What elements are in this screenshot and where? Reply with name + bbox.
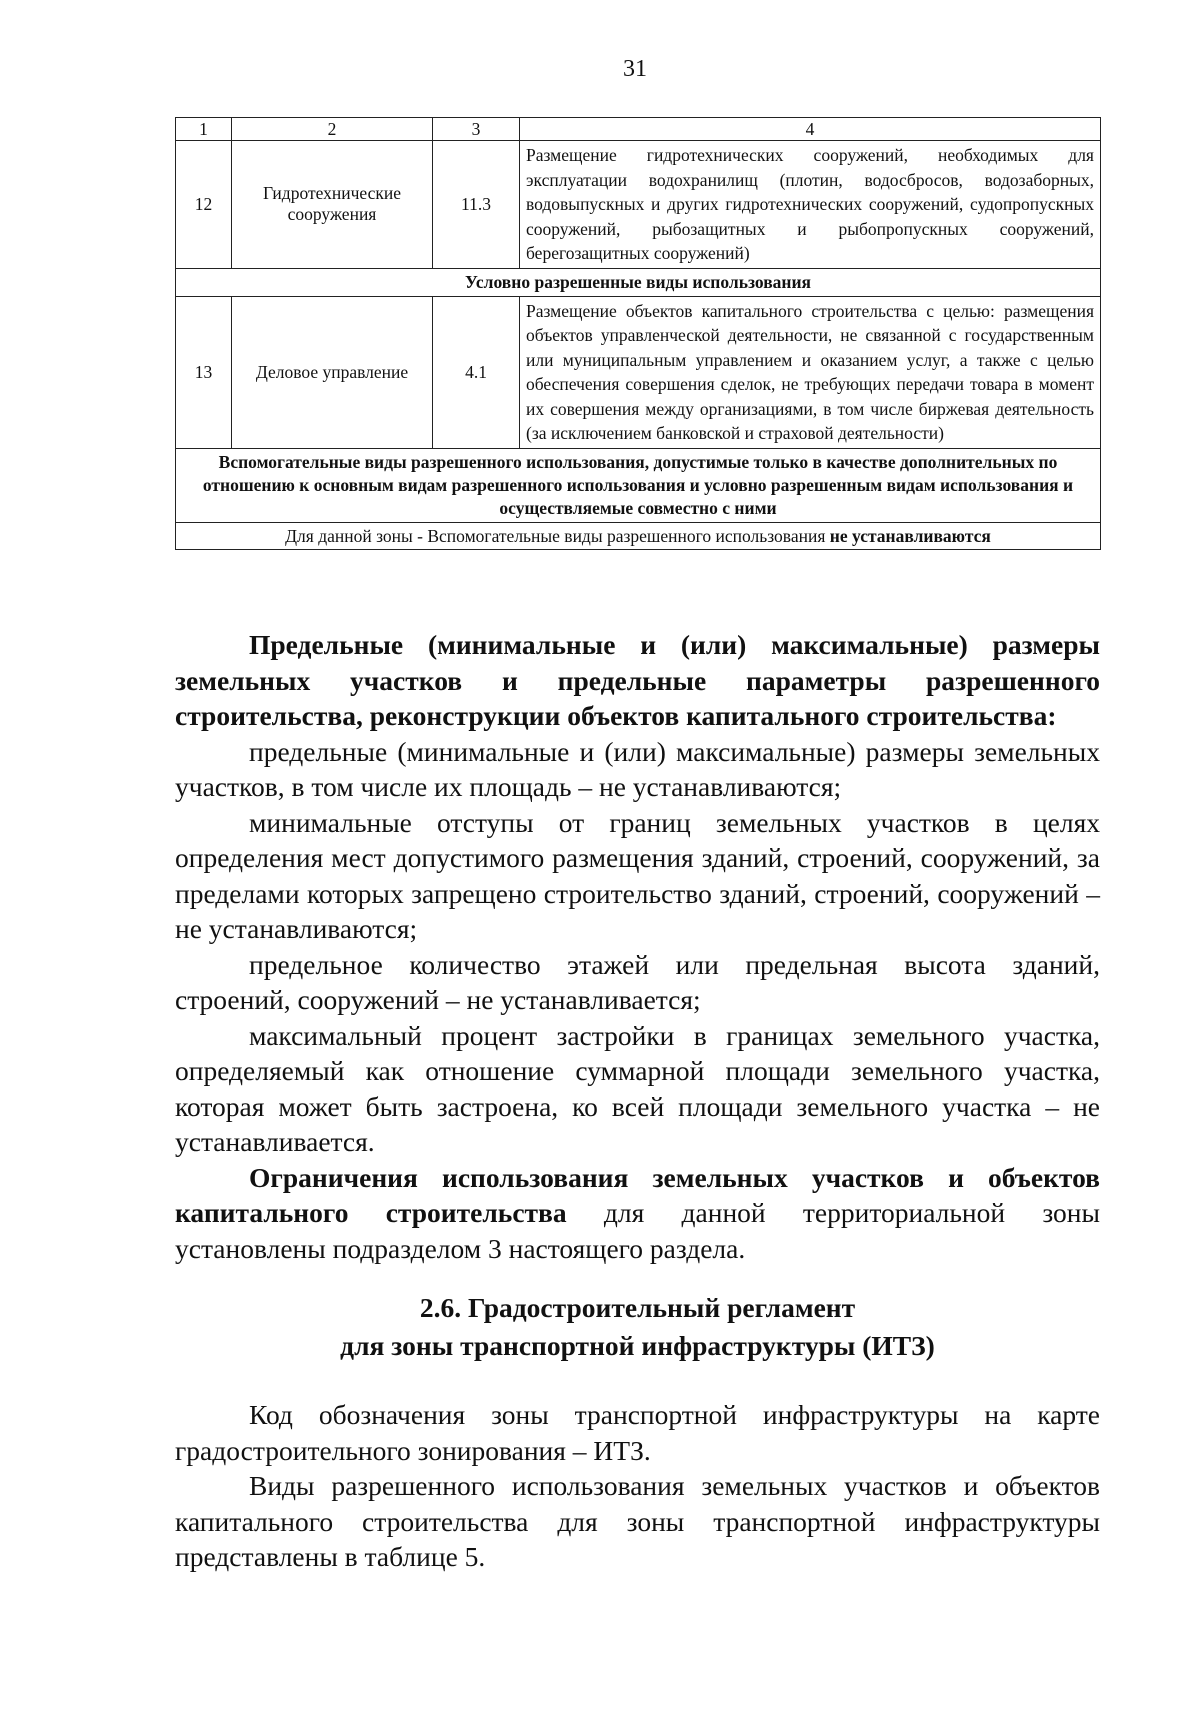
table-section-row: [176, 268, 1101, 296]
use-type-description: Размещение объектов капитального строительства с целью: размещения объектов управленческой деятельности, не связанной с государственным или муниципальным управлением и оказанием услуг, а также с целью обеспечения совершения сделок, не требующих передачи товара в момент их совершения между организациями, в том числе биржевая деятельность (за исключением банковской и страховой деятельности): [520, 296, 1101, 448]
conditional-uses-heading: Условно разрешенные виды использования: [176, 268, 1101, 296]
paragraph: минимальные отступы от границ земельных участков в целях определения мест допустимого размещения зданий, строений, сооружений, за пределами которых запрещено строительство зданий, строений, сооружений – не устанавливаются;: [175, 806, 1100, 944]
page-number: 31: [623, 56, 647, 82]
table-note-row: [176, 522, 1101, 549]
section-title-line: для зоны транспортной инфраструктуры (ИТЗ): [340, 1330, 935, 1361]
paragraph: Код обозначения зоны транспортной инфраструктуры на карте градостроительного зонирования – ИТЗ.: [175, 1399, 1100, 1466]
paragraph: Виды разрешенного использования земельных участков и объектов капитального строительства для зоны транспортной инфраструктуры представлены в таблице 5.: [175, 1470, 1100, 1572]
section-title: [175, 1289, 1100, 1365]
paragraph: максимальный процент застройки в границах земельного участка, определяемый как отношение суммарной площади земельного участка, которая может быть застроена, ко всей площади земельного участка – не устанавливается.: [175, 1019, 1100, 1157]
column-header: 2: [232, 118, 433, 141]
use-type-name: Гидротехнические сооружения: [232, 141, 433, 269]
paragraph: предельное количество этажей или предельная высота зданий, строений, сооружений – не устанавливается;: [175, 948, 1100, 1015]
use-type-code: 4.1: [433, 296, 520, 448]
paragraph: предельные (минимальные и (или) максимальные) размеры земельных участков, в том числе их площадь – не устанавливаются;: [175, 735, 1100, 802]
restrictions-bold-text: Ограничения использования земельных участков и объектов капитального строительства: [175, 1161, 1100, 1228]
auxiliary-uses-note: [176, 522, 1101, 549]
row-number: 12: [176, 141, 232, 269]
note-prefix: Для данной зоны - Вспомогательные виды разрешенного использования: [285, 525, 826, 546]
land-use-table: [175, 117, 1101, 550]
restrictions-text: для данной территориальной зоны установлены подразделом 3 настоящего раздела.: [175, 1197, 1100, 1264]
limits-section: [175, 627, 1100, 1266]
column-header: 1: [176, 118, 232, 141]
section-body: [175, 1397, 1100, 1575]
note-emphasis: не устанавливаются: [829, 525, 991, 546]
table-section-row: [176, 448, 1101, 522]
restrictions-paragraph: [175, 1160, 1100, 1267]
section-title-line: 2.6. Градостроительный регламент: [419, 1292, 856, 1323]
table-row: [176, 141, 1101, 269]
use-type-name: Деловое управление: [232, 296, 433, 448]
limits-heading: Предельные (минимальные и (или) максимальные) размеры земельных участков и предельные параметры разрешенного строительства, реконструкции объектов капитального строительства:: [175, 629, 1100, 731]
auxiliary-uses-heading: Вспомогательные виды разрешенного использования, допустимые только в качестве дополнительных по отношению к основным видам разрешенного использования и условно разрешенным видам использования и осуществляемые совместно с ними: [176, 448, 1101, 522]
column-header: 3: [433, 118, 520, 141]
use-type-description: Размещение гидротехнических сооружений, необходимых для эксплуатации водохранилищ (плотин, водосбросов, водозаборных, водовыпускных и других гидротехнических сооружений, судопропускных сооружений, рыбозащитных и рыбопропускных сооружений, берегозащитных сооружений): [520, 141, 1101, 269]
use-type-code: 11.3: [433, 141, 520, 269]
row-number: 13: [176, 296, 232, 448]
table-header-row: [176, 118, 1101, 141]
table-row: [176, 296, 1101, 448]
column-header: 4: [520, 118, 1101, 141]
